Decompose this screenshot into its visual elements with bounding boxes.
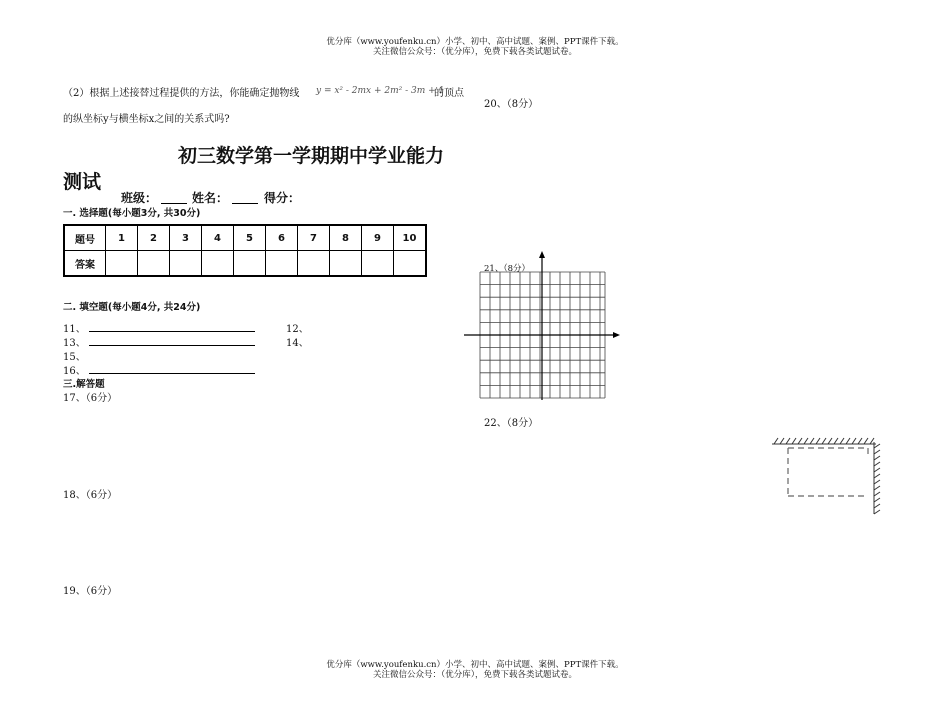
table-cell-number: 7 <box>298 225 330 251</box>
fill-blank-11[interactable] <box>89 331 255 332</box>
question-21-label: 21、（8分） <box>484 264 530 274</box>
answer-cell[interactable] <box>266 251 298 277</box>
question-17-label: 17、（6分） <box>63 393 118 404</box>
table-cell-number: 5 <box>234 225 266 251</box>
answer-cell[interactable] <box>330 251 362 277</box>
table-row-numbers <box>64 225 426 251</box>
class-label: 班级： <box>121 191 158 205</box>
fill-item-15: 15、 <box>63 352 86 363</box>
table-cell-number: 10 <box>394 225 427 251</box>
dashed-outline <box>788 448 868 496</box>
question-22-label: 22、（8分） <box>484 418 539 429</box>
y-axis-arrow-icon <box>539 251 545 258</box>
answer-cell[interactable] <box>394 251 427 277</box>
table-cell-number: 1 <box>106 225 138 251</box>
page-title-line-2: 测试 <box>63 171 102 193</box>
wall-hatching <box>874 442 880 514</box>
table-cell-number: 8 <box>330 225 362 251</box>
fill-item-14: 14、 <box>286 338 309 349</box>
name-label: 姓名： <box>192 191 229 205</box>
score-label: 得分： <box>264 191 301 205</box>
question-2-text-c: 的纵坐标y与横坐标x之间的关系式吗? <box>63 114 230 125</box>
table-cell-number: 2 <box>138 225 170 251</box>
answer-cell[interactable] <box>202 251 234 277</box>
table-cell-number: 4 <box>202 225 234 251</box>
axes <box>464 256 615 400</box>
fill-item-16: 16、 <box>63 366 86 377</box>
fill-item-12: 12、 <box>286 324 309 335</box>
coordinate-grid <box>460 248 625 403</box>
section-1-heading: 一. 选择题(每小题3分, 共30分) <box>63 208 201 219</box>
answer-cell[interactable] <box>138 251 170 277</box>
table-header-answer: 答案 <box>64 251 106 277</box>
answer-cell[interactable] <box>170 251 202 277</box>
section-3-heading: 三.解答题 <box>63 379 105 390</box>
wall-corner-figure <box>768 434 888 516</box>
question-19-label: 19、（6分） <box>63 586 118 597</box>
table-cell-number: 3 <box>170 225 202 251</box>
fill-blank-16[interactable] <box>89 373 255 374</box>
question-2-text-b: 的顶点 <box>434 88 464 99</box>
answer-cell[interactable] <box>362 251 394 277</box>
header-line-2: 关注微信公众号：（优分库），免费下载各类试题试卷。 <box>372 47 577 57</box>
fill-blank-13[interactable] <box>89 345 255 346</box>
footer-line-2: 关注微信公众号：（优分库），免费下载各类试题试卷。 <box>372 670 577 680</box>
table-cell-number: 9 <box>362 225 394 251</box>
page-title-line-1: 初三数学第一学期期中学业能力 <box>178 145 445 167</box>
header-line-1: 优分库（www.youfenku.cn）小学、初中、高中试题、案例、PPT课件下载。 <box>326 37 624 47</box>
question-18-label: 18、（6分） <box>63 490 118 501</box>
table-row-answers <box>64 251 426 277</box>
fill-item-13: 13、 <box>63 338 86 349</box>
section-2-heading: 二. 填空题(每小题4分, 共24分) <box>63 302 201 313</box>
answer-table <box>63 224 427 277</box>
table-header-number: 题号 <box>64 225 106 251</box>
answer-cell[interactable] <box>298 251 330 277</box>
question-2-text-a: （2）根据上述接替过程提供的方法，你能确定抛物线 <box>63 88 300 99</box>
answer-cell[interactable] <box>234 251 266 277</box>
name-blank[interactable] <box>232 203 258 204</box>
answer-cell[interactable] <box>106 251 138 277</box>
question-20-label: 20、（8分） <box>484 99 539 110</box>
x-axis-arrow-icon <box>613 332 620 338</box>
parabola-formula: y = x² - 2mx + 2m² - 3m + 1 <box>316 86 445 96</box>
fill-item-11: 11、 <box>63 324 86 335</box>
table-cell-number: 6 <box>266 225 298 251</box>
footer-line-1: 优分库（www.youfenku.cn）小学、初中、高中试题、案例、PPT课件下载。 <box>326 660 624 670</box>
class-blank[interactable] <box>161 203 187 204</box>
ceiling-hatching <box>772 438 876 444</box>
